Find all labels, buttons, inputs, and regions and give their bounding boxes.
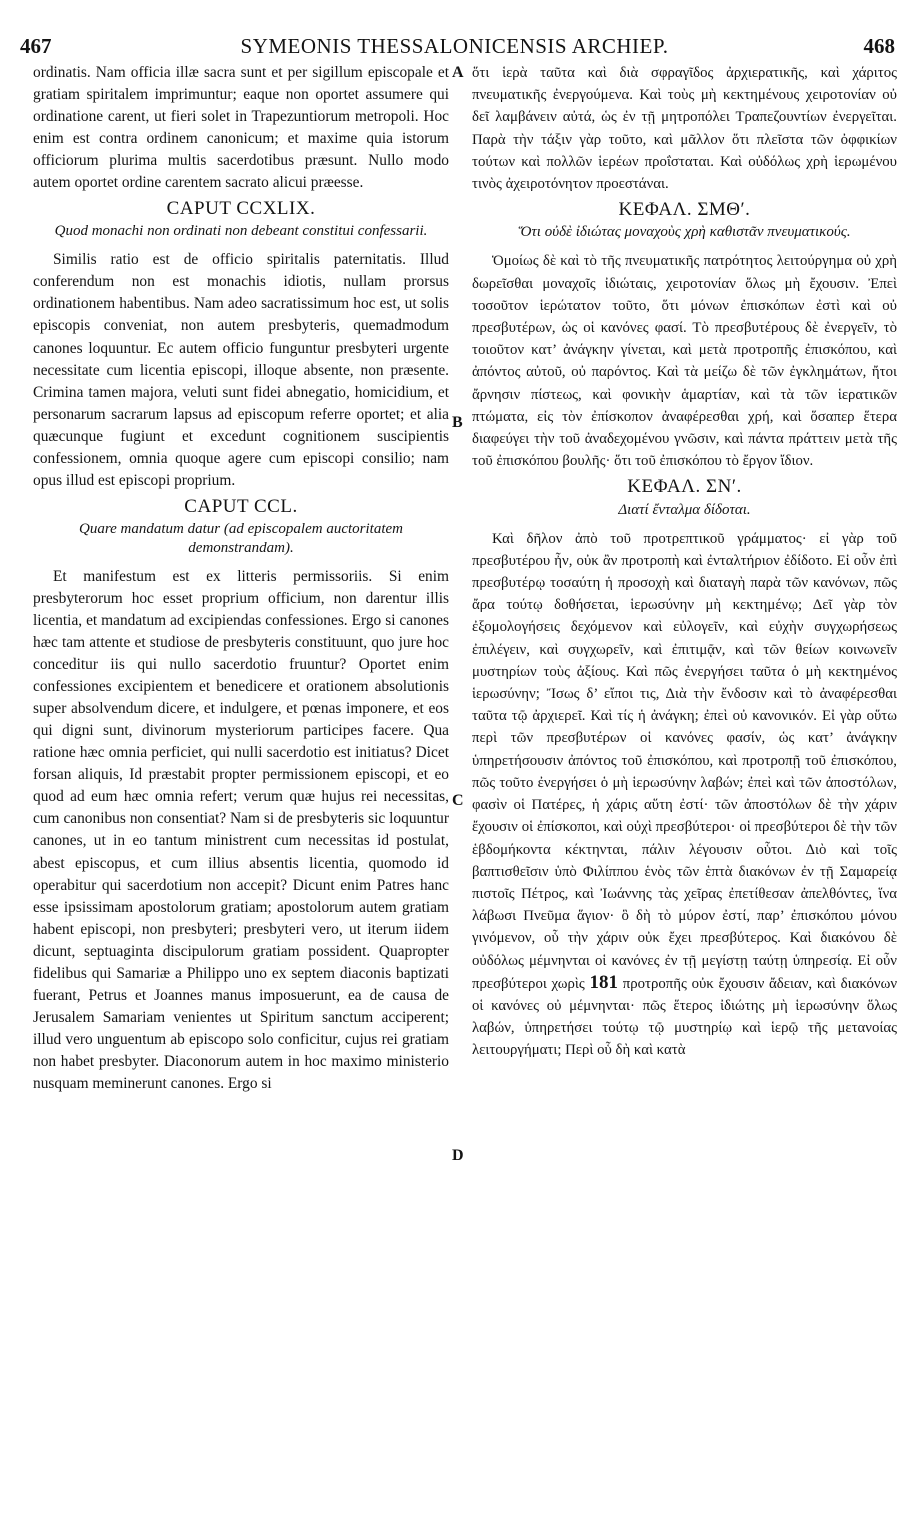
kefal-sn-text <box>472 528 897 1062</box>
kefal-sn-text-part-a: Καὶ δῆλον ἀπὸ τοῦ προτρεπτικοῦ γράμματος· εἰ γὰρ τοῦ πρεσβυτέρου ἦν, οὐκ ἂν προτροπὴ καὶ ἐνταλτήριον ἐδίδοτο. Εἰ οὖν ἐπὶ πρεσβυτέρῳ τοσαύτη ἡ προσοχὴ καὶ διαταγὴ παρὰ τῶν κανόνων, πῶς ἄρα τούτῳ δοθήσεται, ἱερωσύνην μὴ κεκτημένῳ; Δεῖ γὰρ τὸν ἐξομολογήσεις δεχόμενον καὶ εὐλογεῖν, καὶ εὐχὴν συγχωρήσεως ἐπιλέγειν, καὶ συγχωρεῖν, καὶ ἐπιτιμᾷν, καὶ τῶν θείων κοινωνεῖν μυστηρίων τοὺς ἀξίους. Καὶ πῶς ἐνεργήσει ταῦτα ὁ μὴ κεκτημένος ἱερωσύνην; Ἴσως δ’ εἴποι τις, Διὰ τὴν ἔνδοσιν καὶ τὸ ἀναφέρεσθαι ταῦτα τῷ ἀρχιερεῖ. Καὶ τίς ἡ ἀνάγκη; ἐπεὶ οὐ κανονικόν. Εἰ γὰρ οὕτω περὶ τῶν πρεσβυτέρων οἱ κανόνες φασίν, ὡς κατ’ ἀνάγκην ὑπηρετήσουσιν ἀπόντος τοῦ ἐπισκόπου, καὶ προτροπῇ τοῦ ἐπισκόπου, πῶς τοῦτο ἐνεργήσει ὁ μὴ ἱερωσύνην λαβών; ἐπεὶ καὶ τῶν ἀποστόλων, φασὶν οἱ Πατέρες, ἡ χάρις αὕτη ἐστί· τῶν ἀποστόλων δὲ τὴν χάριν ἔχουσιν οἱ ἐπίσκοποι, καὶ οὐχὶ πρεσβύτεροι· οἱ πρεσβύτεροι δὲ τὴν τῶν ἑβδομήκοντα κέκτηνται, πάλιν λέγουσιν οὗτοι. Διὸ καὶ τοῖς βαπτισθεῖσιν ὑπὸ Φιλίππου ἑνὸς τῶν ἑπτὰ διακόνων ἐν τῇ Σαμαρείᾳ πιστοῖς Πέτρος, καὶ Ἰωάννης τὰς χεῖρας ἐπετίθεσαν ἀπελθόντες, ἵνα λάβωσι Πνεῦμα ἅγιον· ὃ δὴ τὸ μύρον ἐστί, παρ’ ἐπισκόπου μόνου γινόμενον, οὗ τὴν χάριν οὐκ ἔχει πρεσβύτερος. Καὶ διακόνου δὲ οὐδόλως μέμνηνται οἱ κανόνες ἐν τῇ μεγίστῃ ταύτῃ ὑπηρεσίᾳ. Εἰ οὖν πρεσβύτεροι χωρὶς <box>472 530 897 992</box>
margin-mark-c: C <box>452 792 464 809</box>
folio-number: 181 <box>589 971 619 993</box>
kefal-smth-subtitle: Ὅτι οὐδὲ ἰδιώτας μοναχοὺς χρὴ καθιστᾶν πνευματικούς. <box>518 224 851 241</box>
margin-mark-a: A <box>452 64 464 81</box>
kefal-sn-heading: ΚΕΦΑΛ. ΣΝʹ. <box>627 476 742 498</box>
latin-intro-paragraph: ordinatis. Nam officia illæ sacra sunt et per sigillum episcopale et gratiam spiritalem imprimuntur; eaque non oportet assumere qui ordinatione carent, ut fieri solet in Trapezuntiorum metropoli. Hoc enim est contra ordinem canonicum; et maxime quia istorum officiorum plurima multis sacerdotibus præsunt. Nullo modo autem oportet ordine carentem sacrato alicui præesse. <box>33 64 449 192</box>
page-number-right: 468 <box>863 34 895 58</box>
greek-intro-paragraph: ὅτι ἱερὰ ταῦτα καὶ διὰ σφραγῖδος ἀρχιερατικῆς, καὶ χάριτος πνευματικῆς ἐνεργούμενα. Καὶ τοὺς μὴ κεκτημένους χειροτονίαν οὐ δεῖ λαμβάνειν αὐτά, ὡς ἐν τῇ μητροπόλει Τραπεζουντίων ἐνεργεῖται. Παρὰ τὴν τάξιν γὰρ τοῦτο, καὶ μᾶλλον ὅτι πλεῖστα τῶν ὀφφικίων τούτων καὶ πολλῶν ἱερέων προΐσταται. Καὶ οὐδόλως χρὴ ἱερωμένου τινὸς ἀχειροτόνητον προεστάναι. <box>472 65 897 193</box>
kefal-sn-text-part-b: προτροπῆς οὐκ ἔχουσιν ἄδειαν, καὶ διακόνων οἱ κανόνες οὐ μέμνηνται· πῶς ἕτερος ἰδιώτης μὴ ἱερωσύνην ὅλως λαβών, ὑπηρετήσει τούτῳ τῷ μυστηρίῳ καὶ ἱερῷ τῆς μετανοίας λειτουργήματι; Περὶ οὗ δὴ καὶ κατὰ <box>472 975 898 1059</box>
running-header <box>0 28 909 62</box>
caput-ccxlix-heading: CAPUT CCXLIX. <box>166 198 316 220</box>
running-title: SYMEONIS THESSALONICENSIS ARCHIEP. <box>240 34 669 58</box>
page-number-left: 467 <box>20 34 52 58</box>
latin-column <box>33 62 449 1095</box>
margin-mark-d: D <box>452 1147 464 1164</box>
greek-column <box>472 62 897 1062</box>
caput-ccl-heading: CAPUT CCL. <box>184 495 298 517</box>
caput-ccxlix-subtitle: Quod monachi non ordinati non debeant constitui confessarii. <box>54 223 428 240</box>
kefal-smth-heading: ΚΕΦΑΛ. ΣΜΘʹ. <box>618 199 751 221</box>
caput-ccxlix-text: Similis ratio est de officio spiritalis paternitatis. Illud conferendum non est monachis idiotis, nullam prorsus ordinationem habentibus. Nam adeo sacratissimum hoc est, ut solis episcopis conveniat, non autem presbyteris, quemadmodum canones loquuntur. Ec autem officio funguntur presbyteri urgente necessitate cum licentia episcopi, illoque absente, non præsente. Crimina tamen majora, veluti sunt fidei abnegatio, homicidium, et personarum sacrarum lapsus ad episcopum referre oportet; et alia quæcunque fugiunt et excedunt cognitionem suscipientis confessionem, omnia quoque agere cum episcopi consilio; nam opus illud est episcopi proprium. <box>33 251 449 489</box>
caput-ccl-text: Et manifestum est ex litteris permissoriis. Si enim presbyterorum hoc esset proprium officium, non darentur illis licentia, et mandatum ad excipiendas confessiones. Ergo si canones hæc tam attente et studiose de presbyteris constituunt, quo jure hoc conceditur iis qui nullo sacerdotio fruuntur? Oportet enim confessiones excipientem et benedicere et orationem absolutionis super absolvendum dicere, et indulgere, et pœnas imponere, et eos qui digni sunt, divinorum mysteriorum participes facere. Qua ratione hæc omnia perficiet, qui nulli sacerdotio est initiatus? Dicet forsan aliquis, Id præstabit propter permissionem episcopi, et eo quod ad eum hæc omnia refert; verum quæ hujus rei necessitas, cum canonibus non consentiat? Nam si de presbyteris sic loquuntur canones, ut in eo tantum ministrent cum necessitas id postulat, abest episcopus, et cum illius absentis licentia, quomodo id operabitur qui sacerdotium non accepit? Dicunt enim Patres hanc esse ipsissimam apostolorum gratiam; apostolorum autem gratiam habent episcopi, non presbyteri; presbyteri vero, ut iterum iidem dicunt, septuaginta discipulorum gratiam possident. Quapropter fidelibus qui Samariæ a Philippo uno ex septem diaconis baptizati fuerant, Petrus et Joannes manus imposuerunt, ea de causa de Jerusalem Samariam venientes ut Spiritum sanctum acciperent; illud vero unguentum ab episcopo solo conficitur, cujus rei gratiam non habet presbyter. Diaconorum autem in hoc maximo ministerio nusquam meminerunt canones. Ergo si <box>33 567 449 1092</box>
caput-ccl-subtitle: Quare mandatum datur (ad episcopalem auctoritatem demonstrandam). <box>79 520 403 556</box>
kefal-smth-text: Ὁμοίως δὲ καὶ τὸ τῆς πνευματικῆς πατρότητος λειτούργημα οὐ χρὴ δωρεῖσθαι μοναχοῖς ἰδιώταις, χειροτονίαν ὅλως μὴ ἔχουσιν. Ἐπεὶ τοσοῦτον ἱερώτατον τοῦτο, ὅτι μόνων ἐπισκόπων ἐστὶ καὶ οὐ πρεσβυτέρων, ὡς οἱ κανόνες φασί. Τὸ πρεσβυτέρους δὲ ἐνεργεῖν, τὸ τοιοῦτον κατ’ ἀνάγκην γίνεται, καὶ μετὰ προτροπῆς ἐπισκόπου, καὶ ἀπόντος αὐτοῦ, οὐ παρόντος. Καὶ τὰ μείζω δὲ τῶν ἐγκλημάτων, ἤτοι ἄρνησιν πίστεως, καὶ φονικὴν ἁμαρτίαν, καὶ τὰ τῶν ἱερατικῶν πτώματα, εἰς τὸν ἐπίσκοπον ἀναφέρεσθαι χρή, καὶ ὅσαπερ ἕτερα διαφεύγει τὴν τοῦ ἀναδεχομένου γνῶσιν, καὶ πάντα πράττειν μετὰ τῆς τοῦ ἐπισκόπου βουλῆς· ὅτι τοῦ ἐπισκόπου τὸ ἔργον ἴδιον. <box>472 253 897 470</box>
margin-mark-b: B <box>452 414 463 431</box>
kefal-sn-subtitle: Διατί ἔνταλμα δίδοται. <box>618 501 751 518</box>
